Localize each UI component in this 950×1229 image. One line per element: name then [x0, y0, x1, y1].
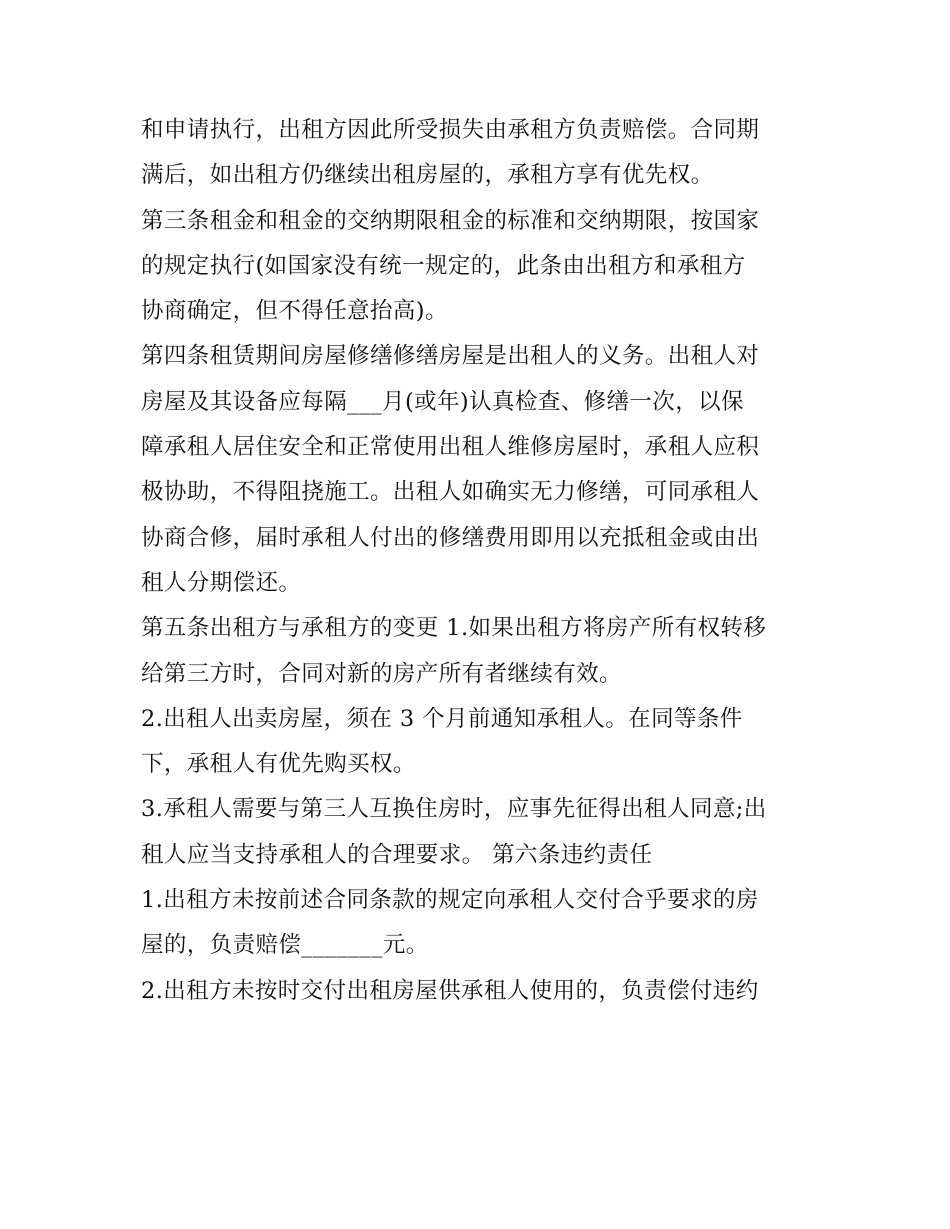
text-line: 租人应当支持承租人的合理要求。 第六条违约责任 [141, 841, 653, 868]
text-line: 租人分期偿还。 [141, 569, 302, 596]
text-line: 3.承租人需要与第三人互换住房时，应事先征得出租人同意;出 [141, 796, 767, 823]
text-line: 给第三方时，合同对新的房产所有者继续有效。 [141, 660, 622, 687]
text-line: 2.出租方未按时交付出租房屋供承租人使用的，负责偿付违约 [141, 977, 759, 1004]
text-line: 第三条租金和租金的交纳期限租金的标准和交纳期限，按国家 [141, 207, 760, 234]
text-line: 协商确定，但不得任意抬高)。 [141, 298, 448, 325]
text-line: 1.出租方未按前述合同条款的规定向承租人交付合乎要求的房 [141, 887, 759, 914]
document-body [141, 108, 821, 1014]
text-line: 极协助，不得阻挠施工。出租人如确实无力修缮，可同承租人 [141, 479, 760, 506]
text-line: 第四条租赁期间房屋修缮修缮房屋是出租人的义务。出租人对 [141, 343, 760, 370]
text-line: 协商合修，届时承租人付出的修缮费用即用以充抵租金或由出 [141, 524, 760, 551]
text-line: 下，承租人有优先购买权。 [141, 751, 416, 778]
text-line: 障承租人居住安全和正常使用出租人维修房屋时，承租人应积 [141, 434, 760, 461]
text-line: 和申请执行，出租方因此所受损失由承租方负责赔偿。合同期 [141, 117, 760, 143]
text-line: 屋的，负责赔偿_______元。 [141, 932, 429, 959]
text-line: 2.出租人出卖房屋，须在 3 个月前通知承租人。在同等条件 [141, 705, 743, 732]
text-line: 的规定执行(如国家没有统一规定的，此条由出租方和承租方 [141, 252, 746, 279]
text-line: 房屋及其设备应每隔___月(或年)认真检查、修缮一次，以保 [141, 388, 744, 415]
text-line: 满后，如出租方仍继续出租房屋的，承租方享有优先权。 [141, 162, 714, 189]
text-line: 第五条出租方与承租方的变更 1.如果出租方将房产所有权转移 [141, 615, 767, 642]
